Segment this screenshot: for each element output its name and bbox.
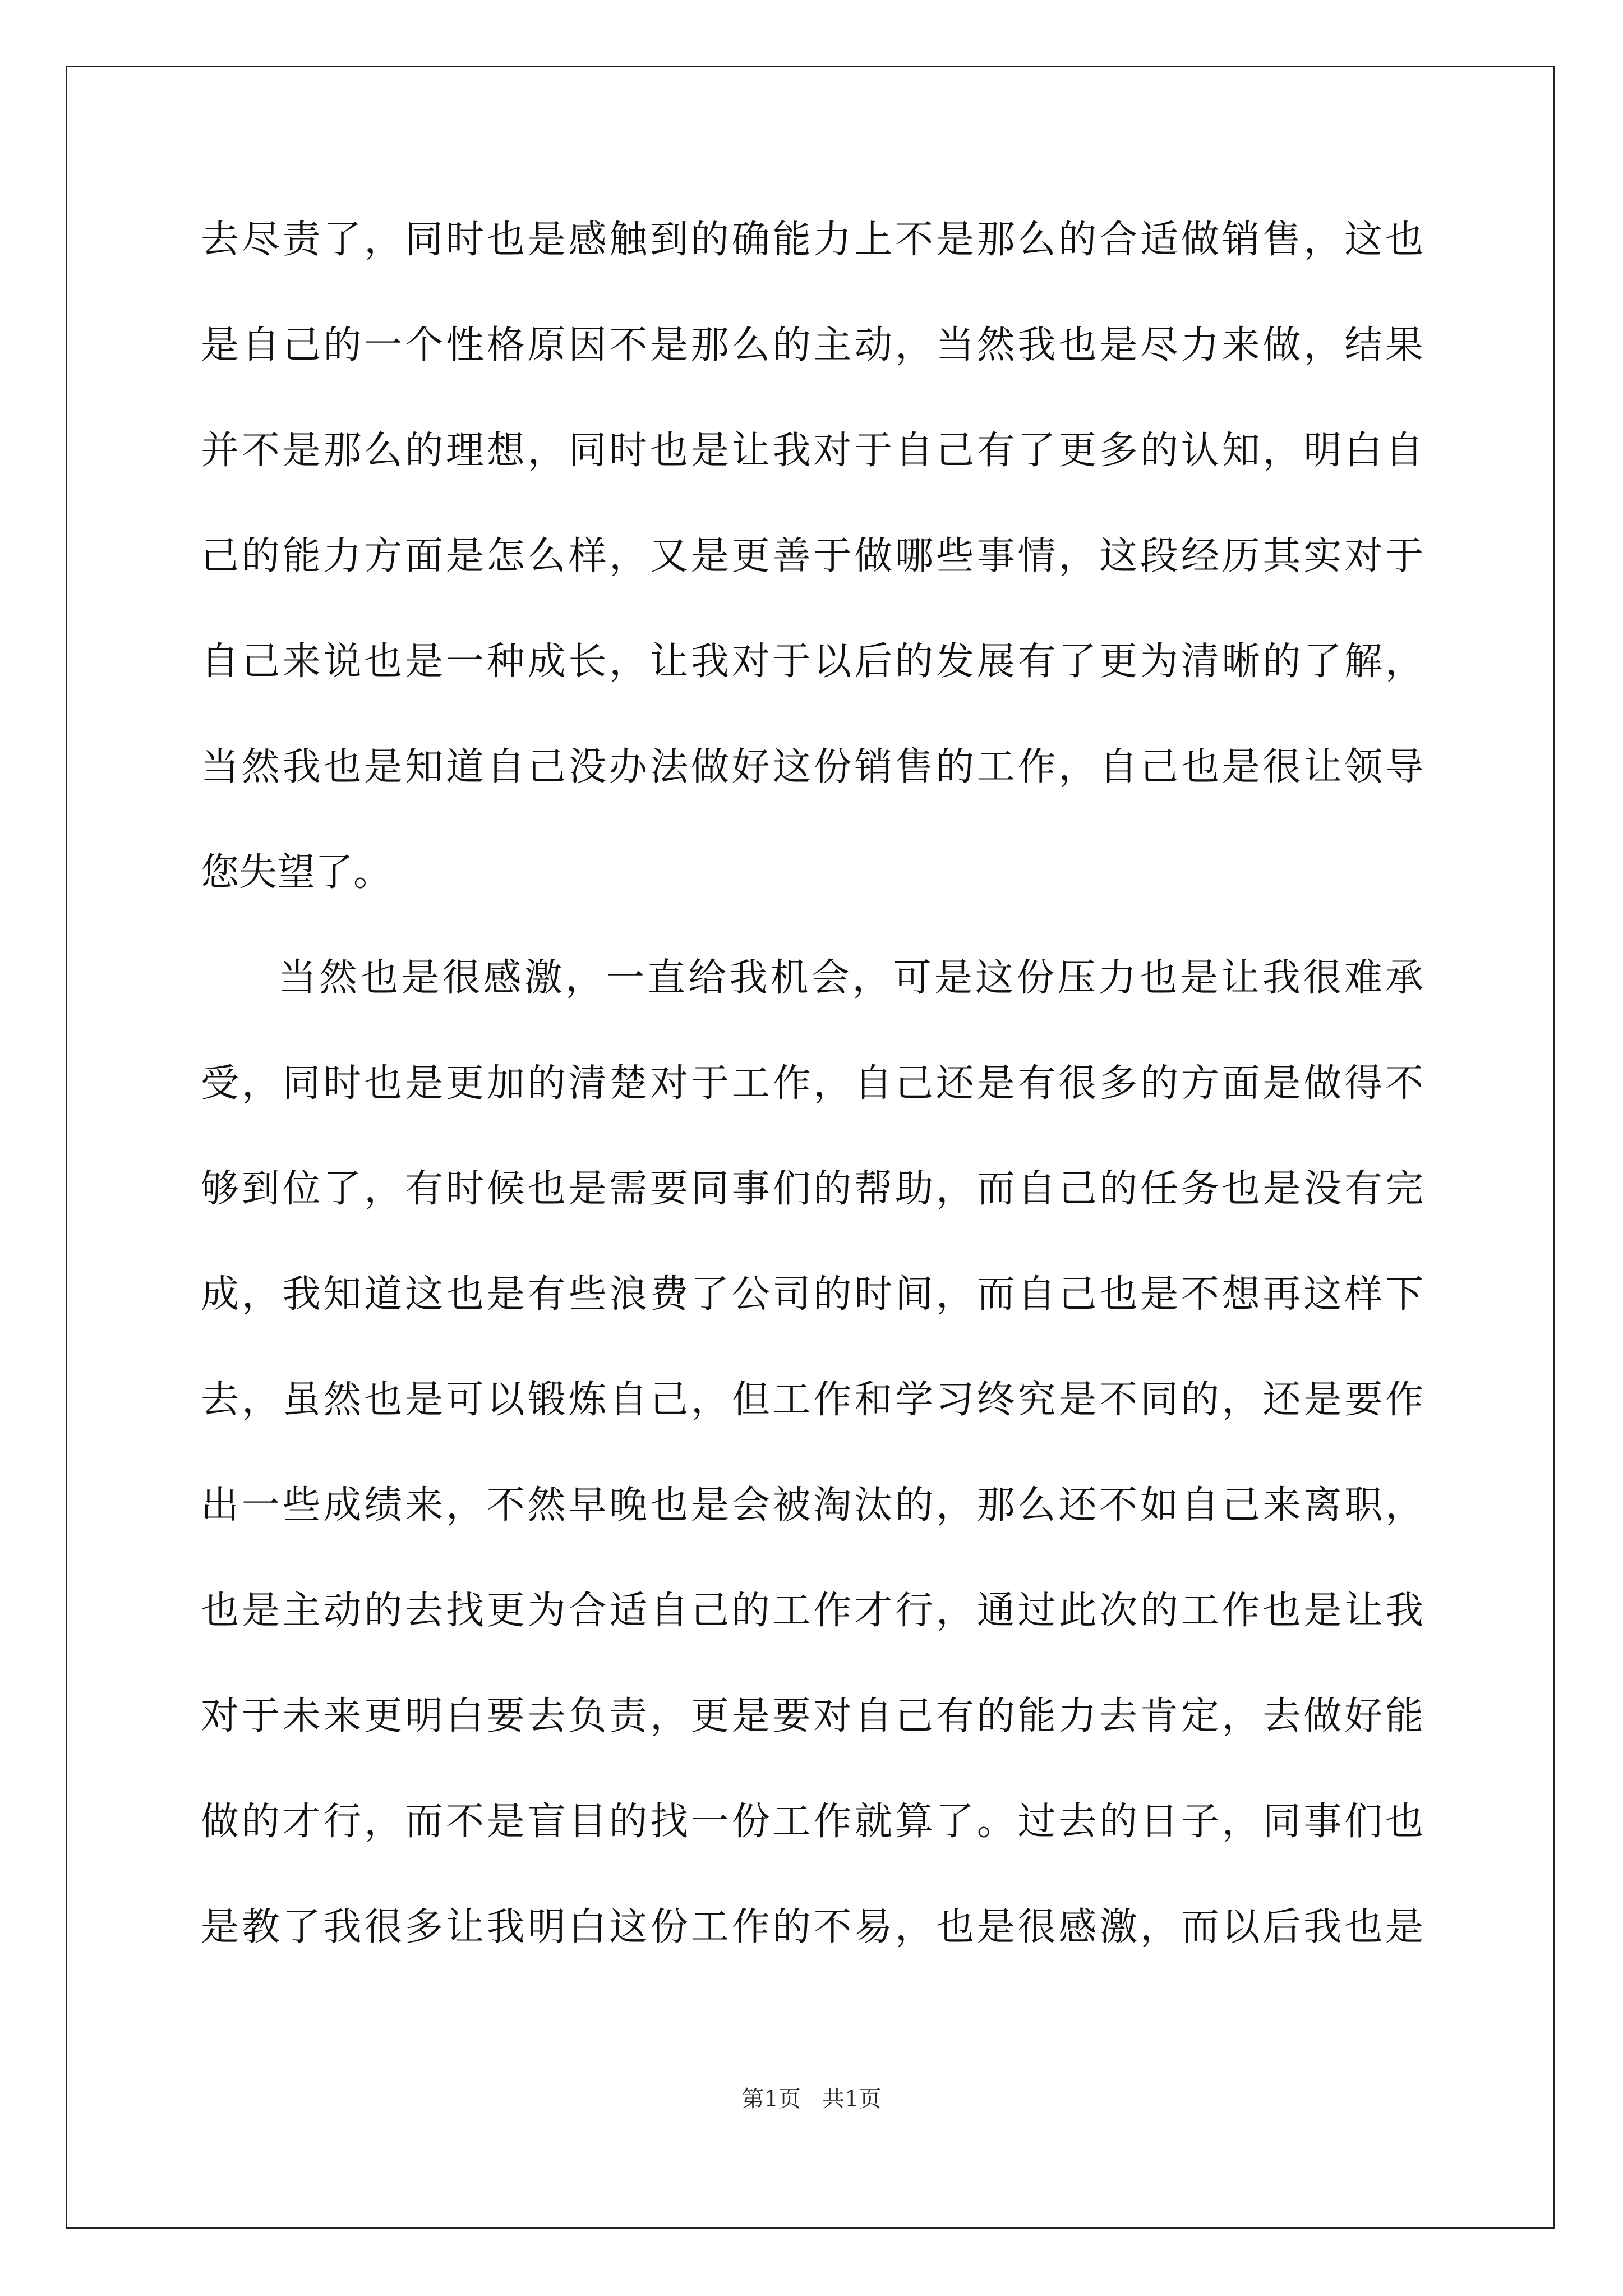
paragraph-2-line-8: 对于未来更明白要去负责，更是要对自己有的能力去肯定，去做好能 (201, 1694, 1423, 1738)
paragraph-1-line-3: 并不是那么的理想，同时也是让我对于自己有了更多的认知，明白自 (201, 429, 1423, 473)
paragraph-2-line-7: 也是主动的去找更为合适自己的工作才行，通过此次的工作也是让我 (201, 1589, 1423, 1633)
paragraph-2-line-3: 够到位了，有时候也是需要同事们的帮助，而自己的任务也是没有完 (201, 1167, 1423, 1211)
document-body (201, 220, 1423, 2013)
paragraph-2-line-4: 成，我知道这也是有些浪费了公司的时间，而自己也是不想再这样下 (201, 1272, 1423, 1317)
paragraph-1-line-6: 当然我也是知道自己没办法做好这份销售的工作，自己也是很让领导 (201, 745, 1423, 789)
paragraph-2-line-5: 去，虽然也是可以锻炼自己，但工作和学习终究是不同的，还是要作 (201, 1378, 1423, 1422)
paragraph-2-line-2: 受，同时也是更加的清楚对于工作，自己还是有很多的方面是做得不 (201, 1061, 1423, 1106)
paragraph-1-line-5: 自己来说也是一种成长，让我对于以后的发展有了更为清晰的了解， (201, 639, 1423, 684)
paragraph-1-line-4: 己的能力方面是怎么样，又是更善于做哪些事情，这段经历其实对于 (201, 534, 1423, 578)
paragraph-2-line-9: 做的才行，而不是盲目的找一份工作就算了。过去的日子，同事们也 (201, 1800, 1423, 1844)
paragraph-2-line-6: 出一些成绩来，不然早晚也是会被淘汰的，那么还不如自己来离职， (201, 1483, 1423, 1527)
paragraph-1-line-1: 去尽责了，同时也是感触到的确能力上不是那么的合适做销售，这也 (201, 218, 1423, 262)
page-number-footer: 第1页 共1页 (741, 2086, 882, 2112)
paragraph-1-line-2: 是自己的一个性格原因不是那么的主动，当然我也是尽力来做，结果 (201, 323, 1423, 367)
paragraph-2-line-1: 当然也是很感激，一直给我机会，可是这份压力也是让我很难承 (278, 956, 1423, 1000)
paragraph-1-line-7: 您失望了。 (201, 850, 392, 895)
paragraph-2-line-10: 是教了我很多让我明白这份工作的不易，也是很感激，而以后我也是 (201, 1905, 1423, 1949)
